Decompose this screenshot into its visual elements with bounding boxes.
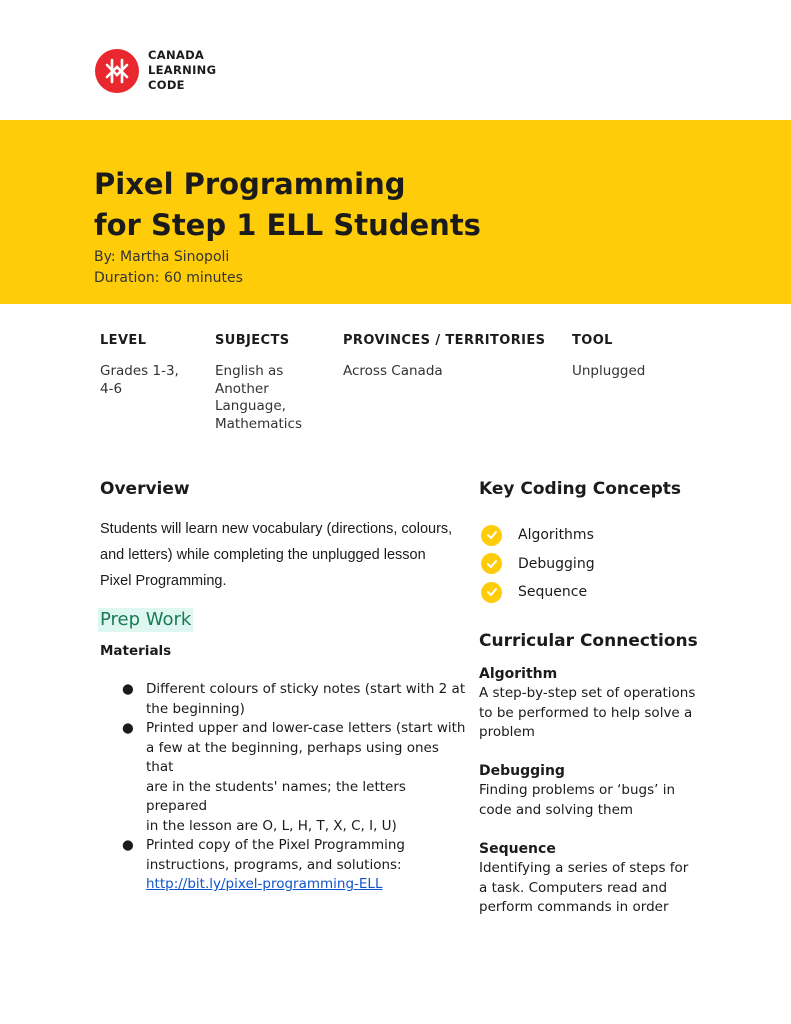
check-icon [481, 553, 502, 574]
curricular-term: Algorithm [479, 666, 558, 682]
meta-subjects-line: English as [215, 363, 284, 379]
meta-subjects [215, 333, 302, 433]
bullet-icon: ● [122, 720, 134, 736]
title-line-2: for Step 1 ELL Students [94, 208, 481, 242]
meta-provinces-label: PROVINCES / TERRITORIES [343, 333, 546, 348]
brand-name [148, 48, 216, 93]
list-item-line: a few at the beginning, perhaps using ones that [146, 739, 439, 775]
meta-tool-label: TOOL [572, 333, 613, 348]
concept-item [481, 521, 595, 550]
materials-heading: Materials [100, 643, 172, 659]
brand-line-2: LEARNING [148, 63, 217, 77]
list-item-line: instructions, programs, and solutions: [146, 856, 402, 873]
list-item-line: the beginning) [146, 700, 245, 717]
brand-line-3: CODE [148, 78, 185, 92]
meta-subjects-line: Another [215, 380, 269, 397]
list-item-line: in the lesson are O, L, H, T, X, C, I, U) [146, 817, 397, 834]
definition-line: a task. Computers read and [479, 879, 668, 896]
check-icon [481, 525, 502, 546]
pixel-programming-link[interactable]: http://bit.ly/pixel-programming-ELL [146, 876, 383, 892]
meta-level-value [100, 363, 179, 398]
prep-work-heading: Prep Work [100, 609, 192, 630]
meta-subjects-line: Mathematics [215, 415, 302, 432]
list-item [121, 836, 466, 895]
meta-level [100, 333, 179, 398]
meta-subjects-value [215, 363, 302, 433]
curricular-entry-algorithm [479, 665, 704, 743]
definition-line: A step-by-step set of operations [479, 685, 696, 701]
meta-level-label: LEVEL [100, 333, 147, 348]
list-item [121, 680, 466, 719]
materials-list [121, 680, 466, 895]
curricular-definition [479, 781, 704, 820]
curricular-entry-sequence [479, 840, 704, 918]
curricular-term: Debugging [479, 763, 565, 779]
bullet-icon: ● [122, 837, 134, 853]
concept-item [481, 578, 595, 607]
meta-provinces [343, 333, 545, 381]
meta-provinces-value: Across Canada [343, 363, 443, 379]
concept-label: Sequence [518, 584, 588, 601]
key-concepts-heading: Key Coding Concepts [479, 479, 682, 499]
meta-level-line: 4-6 [100, 380, 123, 397]
brand-logo [95, 48, 216, 93]
bullet-icon: ● [122, 681, 134, 697]
overview-line: Pixel Programming. [100, 573, 227, 589]
meta-level-line: Grades 1-3, [100, 363, 179, 379]
list-item-line: Printed copy of the Pixel Programming [146, 837, 406, 853]
list-item-line: are in the students' names; the letters prepared [146, 778, 406, 814]
key-concepts-list [481, 521, 595, 607]
curricular-heading: Curricular Connections [479, 631, 698, 651]
title-banner [0, 120, 791, 304]
overview-line: and letters) while completing the unplugged lesson [100, 547, 426, 563]
meta-tool-value: Unplugged [572, 363, 646, 379]
check-icon [481, 582, 502, 603]
overview-text [100, 516, 470, 594]
canada-learning-code-logo-icon [95, 49, 139, 93]
list-item-line: Different colours of sticky notes (start with 2 at [146, 681, 466, 697]
definition-line: to be performed to help solve a [479, 704, 693, 721]
curricular-definition [479, 859, 704, 918]
concept-label: Algorithms [518, 527, 594, 544]
concept-item [481, 550, 595, 579]
overview-line: Students will learn new vocabulary (directions, colours, [100, 521, 453, 537]
definition-line: Identifying a series of steps for [479, 860, 689, 876]
list-item-line: Printed upper and lower-case letters (start with [146, 720, 466, 736]
duration: Duration: 60 minutes [94, 270, 243, 286]
definition-line: problem [479, 724, 535, 740]
meta-subjects-label: SUBJECTS [215, 333, 290, 348]
curricular-definition [479, 684, 704, 743]
page-title [94, 164, 481, 246]
definition-line: perform commands in order [479, 899, 669, 915]
concept-label: Debugging [518, 555, 595, 572]
definition-line: code and solving them [479, 801, 634, 818]
definition-line: Finding problems or ‘bugs’ in [479, 782, 676, 798]
meta-subjects-line: Language, [215, 398, 286, 414]
list-item [121, 719, 466, 836]
lesson-info [94, 247, 243, 289]
overview-heading: Overview [100, 479, 190, 499]
meta-tool [572, 333, 645, 381]
title-line-1: Pixel Programming [94, 167, 406, 201]
curricular-entry-debugging [479, 762, 704, 820]
author: By: Martha Sinopoli [94, 249, 230, 265]
curricular-term: Sequence [479, 841, 556, 857]
brand-line-1: CANADA [148, 48, 205, 62]
